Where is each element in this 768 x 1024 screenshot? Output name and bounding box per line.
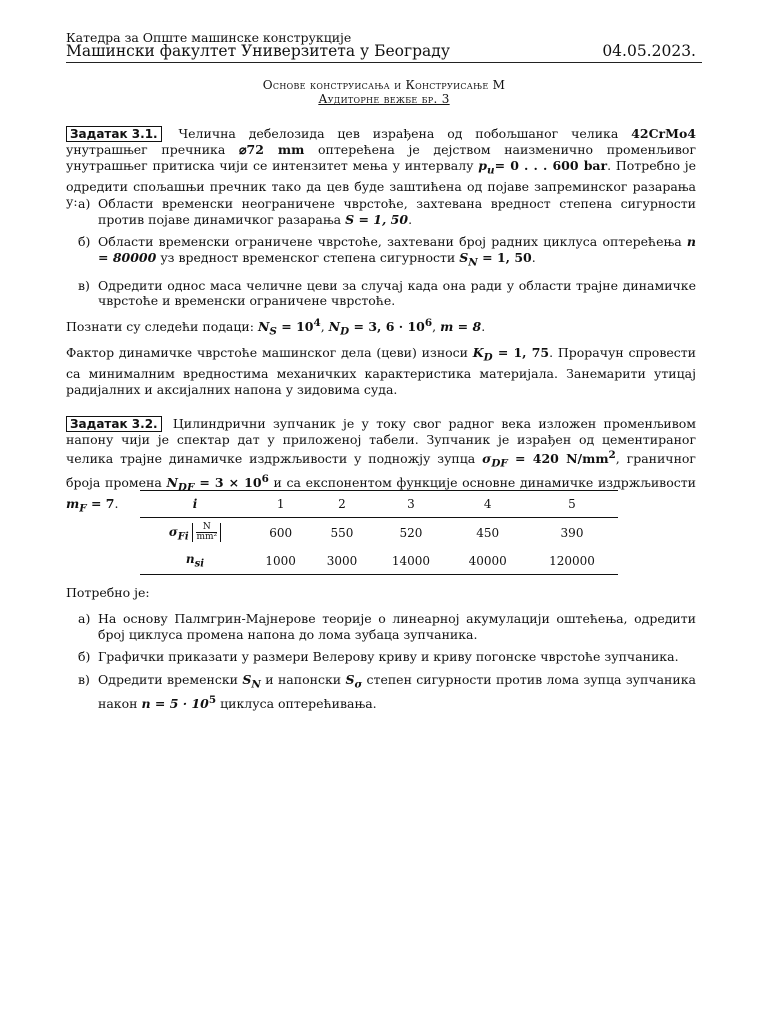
- course-title: Основе конструисања и Конструисање М: [262, 78, 506, 92]
- table-label-sigma: $\sigma_{Fi}$ $\frac{N}{\text{mm²}}$: [140, 518, 250, 549]
- task1-item-a: а) Области временски неограничене чврстоће, захтевана вредност степена сигурности против појаве динамичког разарања S = 1, 50.: [78, 196, 696, 227]
- table-cell: 1000: [250, 548, 311, 575]
- task1-item-b: б) Области временски ограничене чврстоће, захтевани број радних циклуса оптерећења n = 80000 уз вредност временског степена сигурности $S_N = 1$, 50.: [78, 234, 696, 269]
- task2-item-b: б) Графички приказати у размери Велерову криву и криву погонске чврстоће зупчаника.: [78, 649, 679, 665]
- table-cell: 550: [330, 526, 354, 540]
- task1-items: [66, 196, 696, 316]
- table-cell: 40000: [449, 548, 526, 575]
- table-cell: 1: [250, 491, 311, 518]
- table-cell: 600: [269, 526, 293, 540]
- task1-intro: Задатак 3.1. Челична дебелозида цев израђена од побољшаног челика 42CrMo4 унутрашњег пречника ⌀72 mm оптерећена је дејством наизменично променљивог унутрашњег притиска чији се интензитет мења у интервалу $p_u= 0$ . . . 600 bar. Потребно је одредити спољашњи пречник тако да цев буде заштићена од појаве запреминског разарања у:: [66, 126, 696, 210]
- task1-factor: Фактор динамичке чврстоће машинског дела (цеви) износи $K_D = 1$, 75. Прорачун спровести са минималним вредностима механичких карактеристика материјала. Занемарити утицај радијалних и аксијалних напона у зидовима суда.: [66, 345, 696, 397]
- table-label-n: $n_{si}$: [140, 548, 250, 575]
- table-header-i: i: [140, 491, 250, 518]
- stress-spectrum-table: [140, 490, 618, 575]
- task2-intro: Задатак 3.2. Цилиндрични зупчаник је у току свог радног века изложен променљивом напону чији је спектар дат у приложеној табели. Зупчаник је израђен од цементираног челика трајне динамичке издржљивости у подножју зупца $\sigma_{DF} = 420$ $N/mm^2$, граничног броја промена $N_{DF} = 3 \times 10^6$ и са експонентом функције основне динамичке издржљивости $m_F = 7$.: [66, 416, 696, 515]
- faculty-name: Машински факултет Универзитета у Београду: [66, 42, 450, 60]
- table-cell: 520: [399, 526, 423, 540]
- table-cell: 5: [526, 491, 618, 518]
- task1-label: Задатак 3.1.: [66, 126, 162, 142]
- document-date: 04.05.2023.: [602, 42, 696, 60]
- task2-items: [66, 611, 696, 719]
- table-cell: 4: [449, 491, 526, 518]
- task2-required: Потребно је:: [66, 585, 150, 600]
- task2-item-a: а) На основу Палмгрин-Мајнерове теорије о линеарној акумулацији оштећења, одредити број циклуса промена напона до лома зубаца зупчаника.: [78, 611, 696, 642]
- table-cell: 14000: [373, 548, 450, 575]
- task1-known-data: Познати су следећи подаци: $N_S = 10^4$, $N_D = 3$, $6 \cdot 10^6$, m = 8.: [66, 317, 486, 338]
- task2-label: Задатак 3.2.: [66, 416, 162, 432]
- table-row-n: [140, 548, 618, 575]
- table-header-row: [140, 491, 618, 518]
- department-name: Катедра за Опште машинске конструкције: [66, 30, 352, 45]
- unit-bracket: $\frac{N}{\text{mm²}}$: [192, 523, 221, 542]
- table-cell: 450: [476, 526, 500, 540]
- table-row-sigma: [140, 518, 618, 549]
- table-cell: 3000: [311, 548, 372, 575]
- task1-item-c: в) Одредити однос маса челичне цеви за случај када она ради у области трајне динамичке чврстоће и временски ограничене чврстоће.: [78, 277, 696, 309]
- exercise-title: Аудиторне вежбе бр. 3: [318, 92, 450, 106]
- table-cell: 3: [373, 491, 450, 518]
- table-cell: 390: [560, 526, 584, 540]
- table-cell: 120000: [526, 548, 618, 575]
- task2-item-c: в) Одредити временски $S_N$ и напонски $S_\sigma$ степен сигурности против лома зупца зупчаника након $n = 5 \cdot 10^5$ циклуса оптерећивања.: [78, 671, 696, 712]
- table-cell: 2: [311, 491, 372, 518]
- header-rule: [66, 62, 702, 63]
